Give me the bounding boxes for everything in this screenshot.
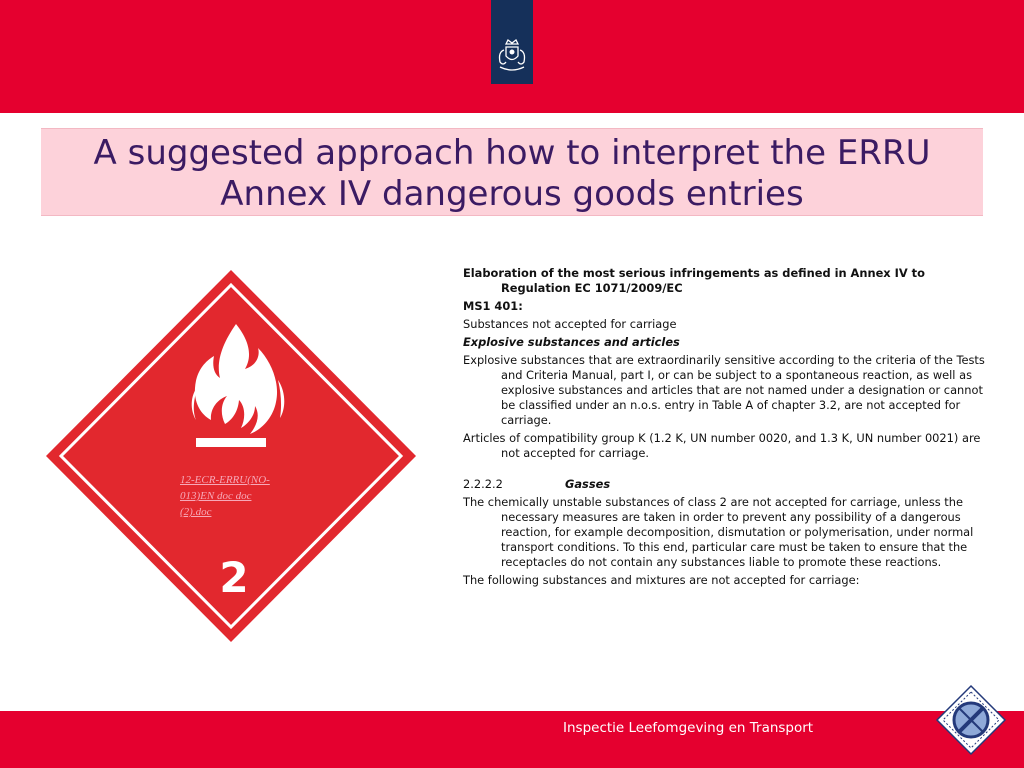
body-text xyxy=(463,266,995,591)
slide-title: A suggested approach how to interpret the ERRU Annex IV dangerous goods entries xyxy=(93,133,931,214)
footer-band xyxy=(0,711,1024,768)
paragraph-compatibility-group-k: Articles of compatibility group K (1.2 K, UN number 0020, and 1.3 K, UN number 0021) are not accepted for carriage. xyxy=(463,431,981,460)
title-box xyxy=(41,128,983,216)
body-heading: Elaboration of the most serious infringements as defined in Annex IV to Regulation EC 1071/2009/EC xyxy=(463,266,925,295)
embedded-document-link[interactable]: 12-ECR-ERRU(NO-013)EN doc doc (2).doc xyxy=(180,474,270,518)
paragraph-explosive-substances: Explosive substances that are extraordinarily sensitive according to the criteria of the Tests and Criteria Manual, part I, or can be subject to a spontaneous reaction, as well as explosive substances and articles that are not named under a designation or cannot be classified under an n.o.s. entry in Table A of chapter 3.2, are not accepted for carriage. xyxy=(463,353,985,427)
government-emblem xyxy=(491,0,533,84)
section-title: Gasses xyxy=(565,477,611,491)
section-heading xyxy=(463,477,995,492)
royal-coat-of-arms-icon xyxy=(494,38,530,80)
ms-description: Substances not accepted for carriage xyxy=(463,317,677,331)
ms-code: MS1 401: xyxy=(463,299,523,313)
hazard-label-class-2 xyxy=(44,268,418,648)
paragraph-following-substances: The following substances and mixtures are not accepted for carriage: xyxy=(463,573,860,587)
inspectorate-logo-icon xyxy=(935,684,1007,756)
paragraph-unstable-substances: The chemically unstable substances of class 2 are not accepted for carriage, unless the necessary measures are taken in order to prevent any possibility of a dangerous reaction, for example decomposition, dismutation or polymerisation, under normal transport conditions. To this end, particular care must be taken to ensure that the receptacles do not contain any substances liable to promote these reactions. xyxy=(463,495,974,569)
footer-organisation: Inspectie Leefomgeving en Transport xyxy=(563,720,814,736)
hazard-class-number: 2 xyxy=(219,553,249,602)
section-number: 2.2.2.2 xyxy=(463,477,503,491)
subheading: Explosive substances and articles xyxy=(463,335,680,349)
